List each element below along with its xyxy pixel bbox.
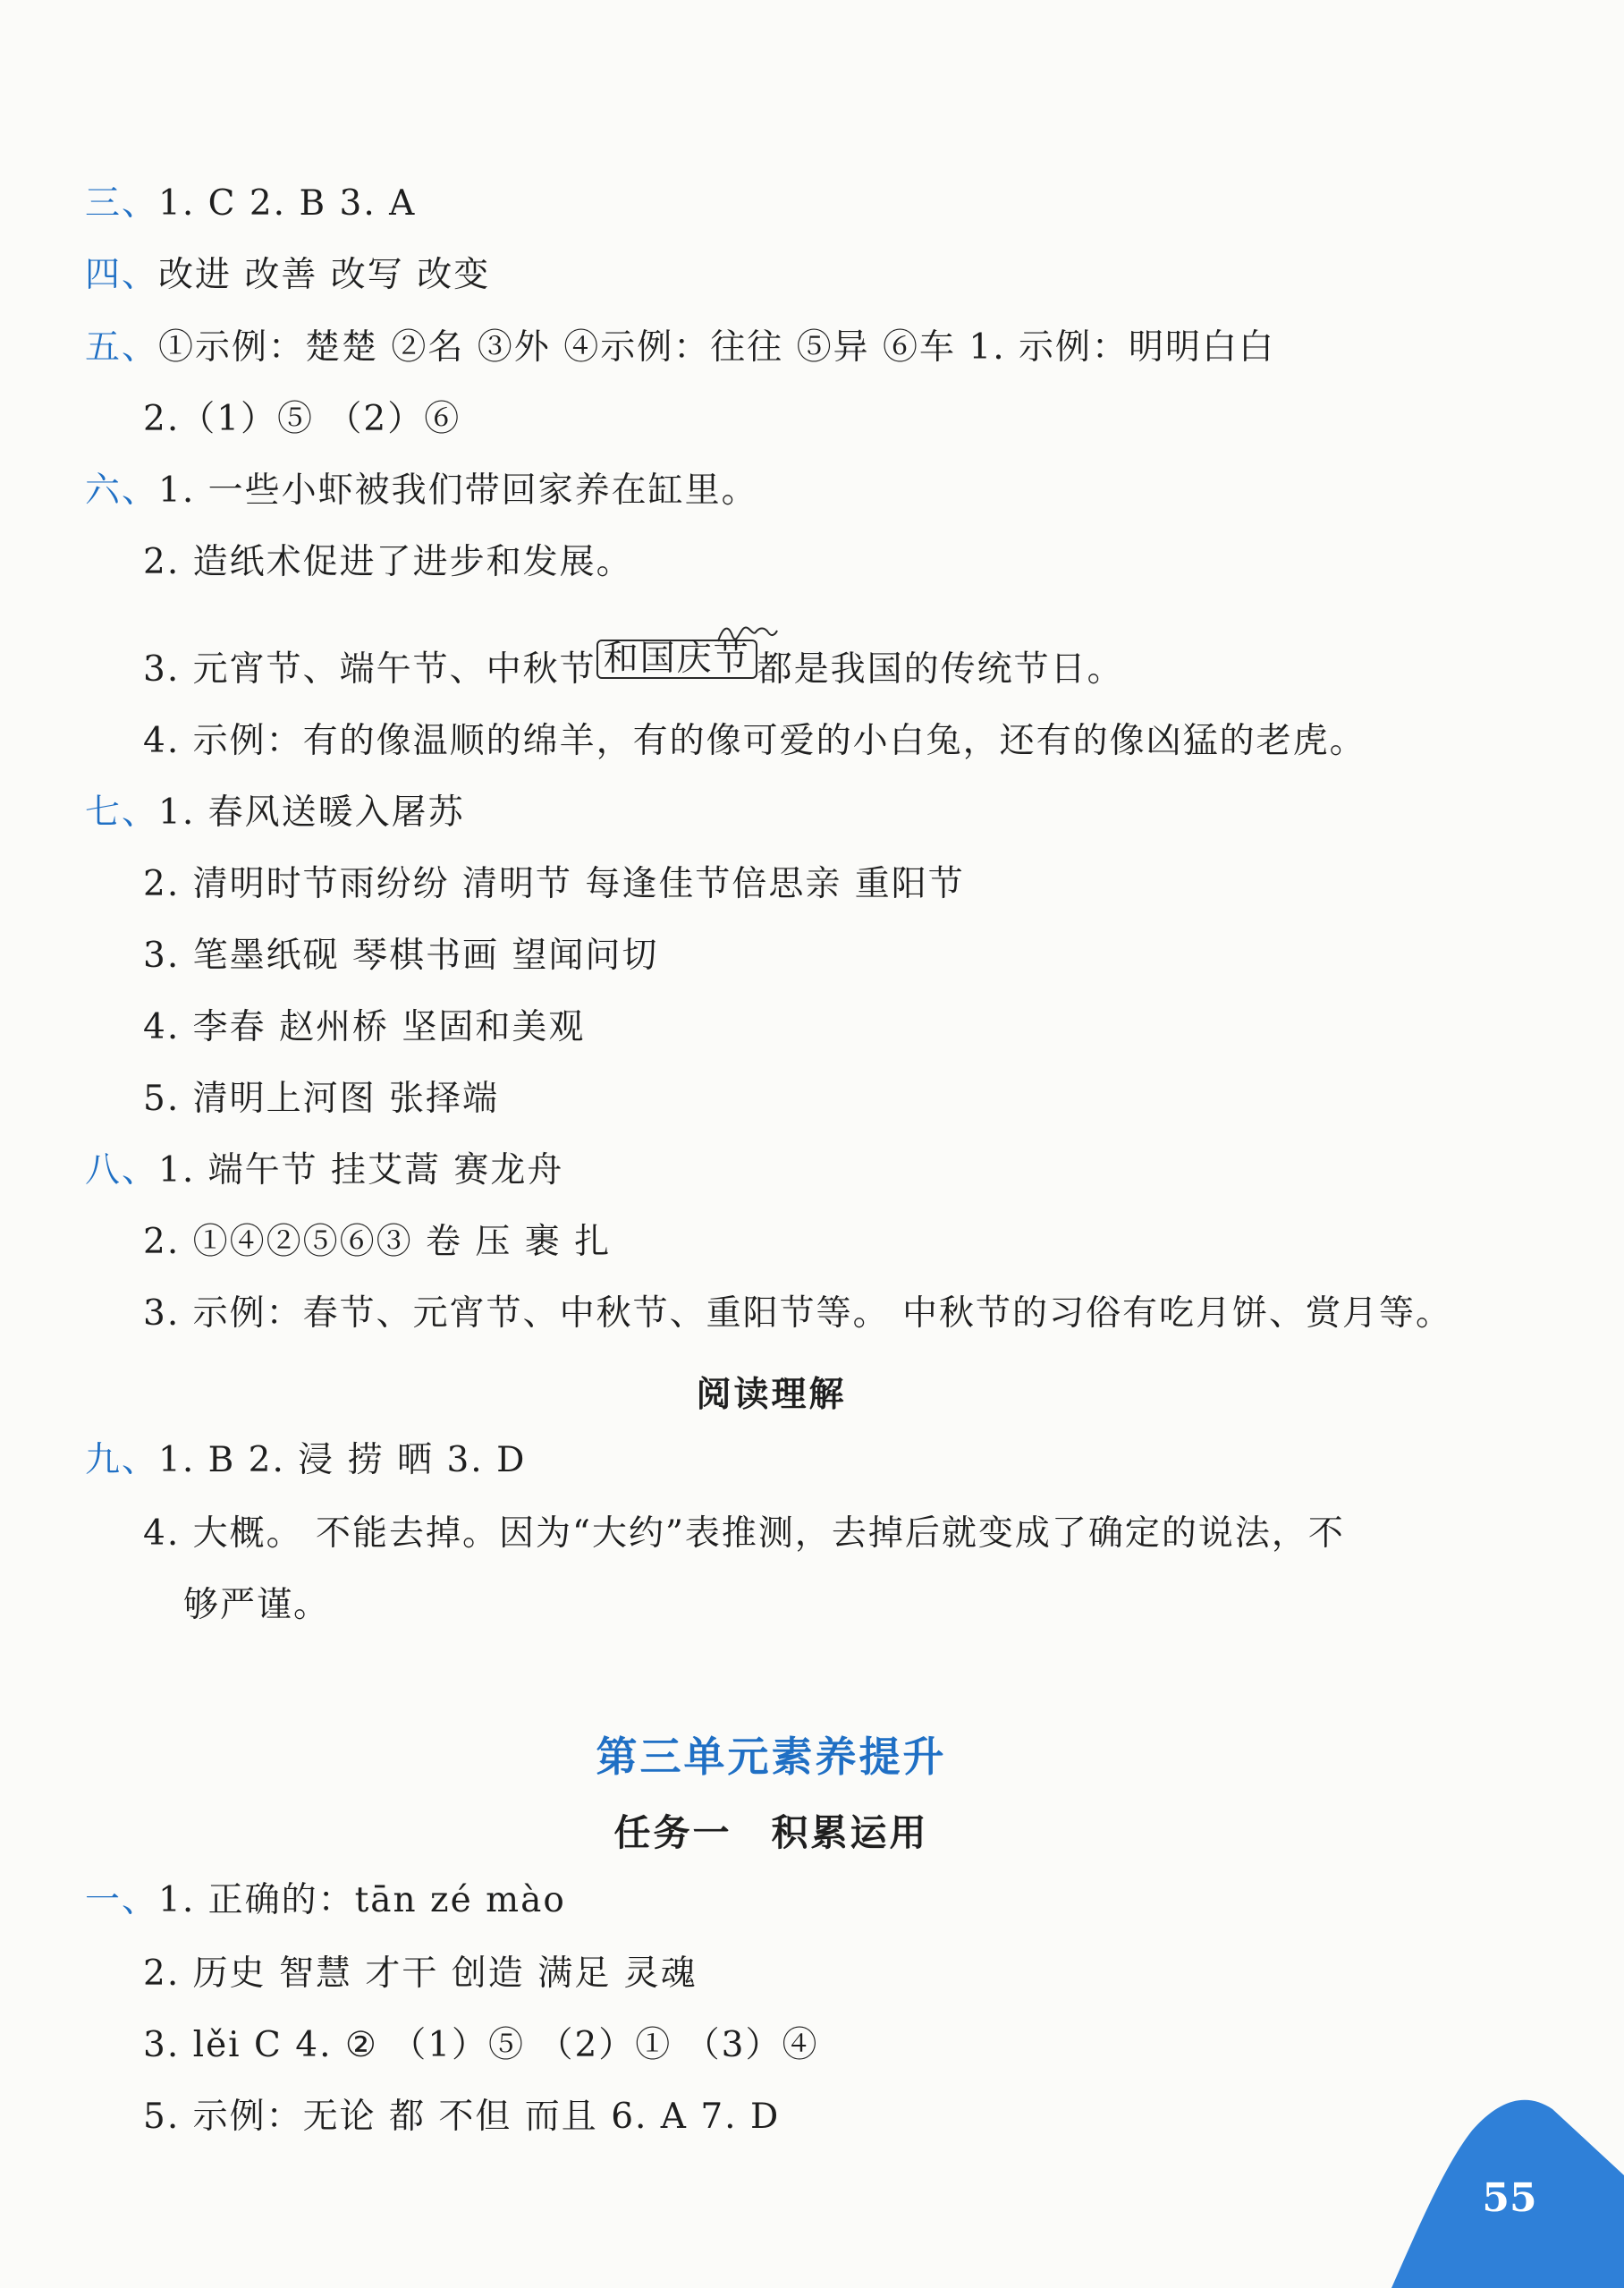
section-number: 九、 xyxy=(85,1440,159,1480)
answer-text: 1. 端午节 挂艾蒿 赛龙舟 xyxy=(158,1150,564,1191)
answer-line-liu-1 xyxy=(85,470,758,512)
answer-line-wu-2: 2.（1）⑤ （2）⑥ xyxy=(143,399,461,439)
answer-text: 3. 元宵节、端午节、中秋节 xyxy=(143,649,596,690)
section-heading-reading: 阅读理解 xyxy=(696,1375,847,1415)
answer-text: 1. 正确的：tān zé mào xyxy=(158,1880,566,1920)
answer-text: ①示例：楚楚 ②名 ③外 ④示例：往往 ⑤异 ⑥车 1. 示例：明明白白 xyxy=(158,327,1276,368)
section-number: 一、 xyxy=(85,1880,159,1920)
answer-line-liu-2: 2. 造纸术促进了进步和发展。 xyxy=(143,542,633,582)
insertion-mark-icon xyxy=(716,623,779,647)
answer-line-yi-4: 5. 示例：无论 都 不但 而且 6. A 7. D xyxy=(143,2097,781,2137)
answer-line-qi-4: 4. 李春 赵州桥 坚固和美观 xyxy=(143,1007,586,1047)
answer-line-qi-5: 5. 清明上河图 张择端 xyxy=(143,1079,500,1119)
answer-line-qi-2: 2. 清明时节雨纷纷 清明节 每逢佳节倍思亲 重阳节 xyxy=(143,864,965,904)
answer-text: 1. 春风送暖入屠苏 xyxy=(158,792,465,833)
answer-line-qi-3: 3. 笔墨纸砚 琴棋书画 望闻问切 xyxy=(143,936,659,976)
answer-line-liu-3 xyxy=(143,639,1124,691)
answer-text: 1. B 2. 浸 捞 晒 3. D xyxy=(158,1440,527,1480)
answer-line-wu-1 xyxy=(85,327,1275,369)
answer-line-liu-4: 4. 示例：有的像温顺的绵羊，有的像可爱的小白兔，还有的像凶猛的老虎。 xyxy=(143,721,1366,761)
answer-line-qi-1 xyxy=(85,792,465,834)
section-number: 五、 xyxy=(85,327,159,368)
answer-line-yi-3: 3. lěi C 4. ② （1）⑤ （2）① （3）④ xyxy=(143,2025,819,2065)
section-number: 六、 xyxy=(85,470,159,511)
section-number: 七、 xyxy=(85,792,159,833)
answer-line-san-1 xyxy=(85,183,416,225)
answer-line-si-1 xyxy=(85,255,490,296)
page-number: 55 xyxy=(1482,2175,1537,2221)
answer-line-jiu-3: 够严谨。 xyxy=(183,1585,331,1625)
answer-text: 都是我国的传统节日。 xyxy=(757,649,1124,690)
inserted-phrase-box xyxy=(596,640,757,679)
answer-line-jiu-2: 4. 大概。 不能去掉。因为“大约”表推测，去掉后就变成了确定的说法，不 xyxy=(143,1513,1345,1554)
task-title: 任务一 积累运用 xyxy=(613,1811,929,1854)
answer-line-yi-1 xyxy=(85,1880,566,1921)
answer-line-ba-3: 3. 示例：春节、元宵节、中秋节、重阳节等。 中秋节的习俗有吃月饼、赏月等。 xyxy=(143,1293,1453,1334)
section-number: 三、 xyxy=(85,183,159,224)
section-number: 四、 xyxy=(85,255,159,295)
answer-text: 1. C 2. B 3. A xyxy=(158,183,417,224)
answer-line-yi-2: 2. 历史 智慧 才干 创造 满足 灵魂 xyxy=(143,1953,698,1994)
answer-line-jiu-1 xyxy=(85,1440,526,1481)
answer-line-ba-2: 2. ①④②⑤⑥③ 卷 压 裹 扎 xyxy=(143,1222,612,1262)
unit-title: 第三单元素养提升 xyxy=(596,1733,947,1781)
answer-line-ba-1 xyxy=(85,1150,563,1191)
answer-text: 改进 改善 改写 改变 xyxy=(158,255,491,295)
answer-text: 1. 一些小虾被我们带回家养在缸里。 xyxy=(158,470,758,511)
section-number: 八、 xyxy=(85,1150,159,1191)
inserted-phrase: 和国庆节 xyxy=(603,639,750,679)
